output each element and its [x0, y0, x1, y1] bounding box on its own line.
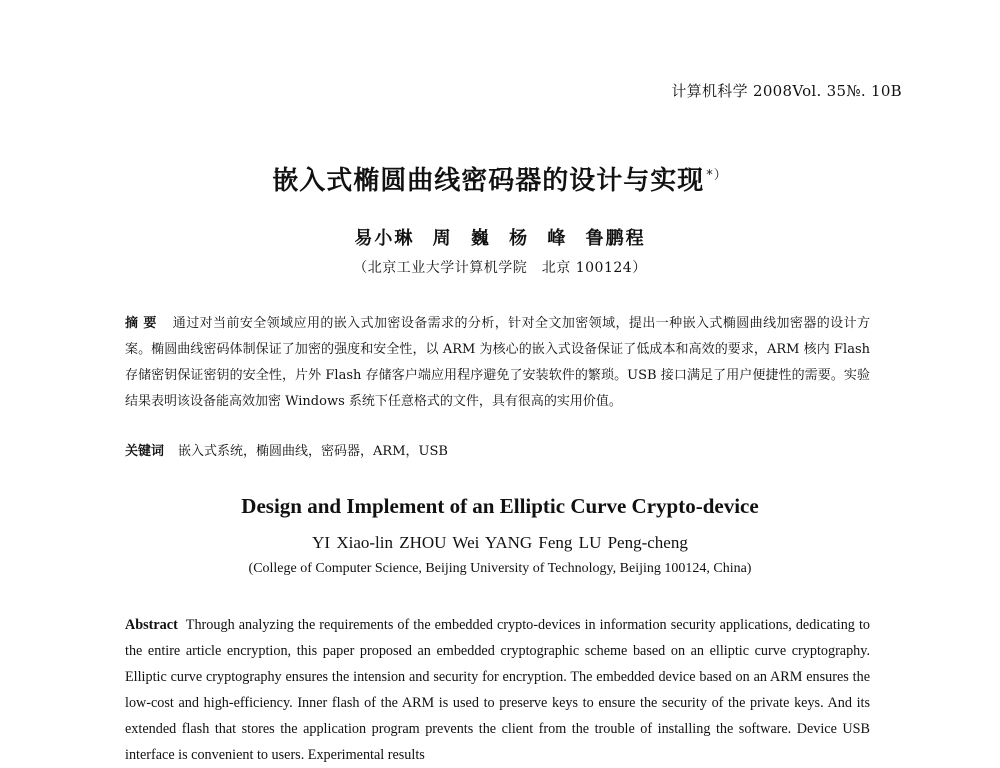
title-footnote-mark: *） [706, 168, 728, 184]
journal-citation: 计算机科学 2008Vol. 35№. 10B [671, 82, 902, 100]
chinese-keywords-label: 关键词 [125, 444, 165, 459]
chinese-authors: 易小琳 周 巍 杨 峰 鲁鹏程 [354, 228, 646, 249]
english-title: Design and Implement of an Elliptic Curve Crypto-device [241, 494, 759, 518]
chinese-abstract [125, 311, 870, 415]
chinese-keywords [125, 440, 870, 459]
english-abstract [125, 612, 870, 768]
english-abstract-text: Through analyzing the requirements of the embedded crypto-devices in information security applications, dedicating to the entire article encryption, this paper proposed an embedded cryptographic scheme based on an elliptic curve cryptography. Elliptic curve cryptography ensures the intension and security for encryption. The embedded device based on an ARM ensures the low-cost and high-efficiency. Inner flash of the ARM is used to preserve keys to ensure the security of the private keys. And its extended flash that stores the application program prevents the client from the trouble of installing the software. Device USB interface is convenient to users. Experimental results [125, 617, 870, 763]
english-authors: YI Xiao-lin ZHOU Wei YANG Feng LU Peng-cheng [312, 533, 688, 552]
english-affiliation: (College of Computer Science, Beijing University of Technology, Beijing 100124, China) [248, 561, 752, 576]
chinese-abstract-text: 通过对当前安全领域应用的嵌入式加密设备需求的分析，针对全文加密领域，提出一种嵌入式椭圆曲线加密器的设计方案。椭圆曲线密码体制保证了加密的强度和安全性，以 ARM 为核心的嵌入式设备保证了低成本和高效的要求，ARM 核内 Flash 存储密钥保证密钥的安全性，片外 Flash 存储客户端应用程序避免了安装软件的繁琐。USB 接口满足了用户便捷性的需要。实验结果表明该设备能高效加密 Windows 系统下任意格式的文件，具有很高的实用价值。 [125, 316, 870, 409]
chinese-title [0, 160, 1000, 197]
chinese-affiliation: （北京工业大学计算机学院 北京 100124） [353, 260, 647, 276]
chinese-abstract-label: 摘 要 [125, 316, 157, 331]
english-abstract-label: Abstract [125, 617, 178, 633]
chinese-title-text: 嵌入式椭圆曲线密码器的设计与实现 [272, 166, 705, 196]
chinese-keywords-text: 嵌入式系统，椭圆曲线，密码器，ARM，USB [178, 444, 448, 459]
